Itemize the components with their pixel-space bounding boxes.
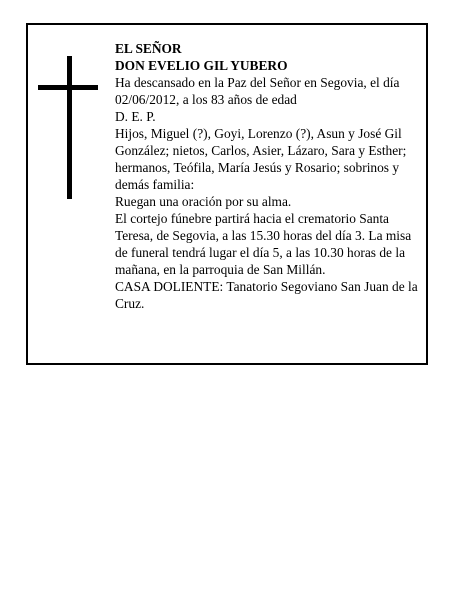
mourning-house: CASA DOLIENTE: Tanatorio Segoviano San Juan de la Cruz. — [115, 279, 418, 311]
funeral-details: El cortejo fúnebre partirá hacia el crematorio Santa Teresa, de Segovia, a las 15.30 horas del día 3. La misa de funeral tendrá lugar el día 5, a las 10.30 horas de la mañana, en la parroquia de San Millán. — [115, 211, 412, 277]
death-announcement: Ha descansado en la Paz del Señor en Segovia, el día 02/06/2012, a los 83 años de edad — [115, 75, 400, 107]
deceased-name: DON EVELIO GIL YUBERO — [115, 58, 288, 73]
family-list: Hijos, Miguel (?), Goyi, Lorenzo (?), Asun y José Gil González; nietos, Carlos, Asier, Lázaro, Sara y Esther; hermanos, Teófila, María Jesús y Rosario; sobrinos y demás familia: — [115, 126, 407, 192]
prayer-request: Ruegan una oración por su alma. — [115, 194, 292, 209]
rip-line: D. E. P. — [115, 109, 156, 124]
obituary-text — [115, 40, 420, 312]
notice-title: EL SEÑOR — [115, 41, 182, 56]
cross-vertical-bar — [67, 56, 72, 199]
obituary-notice — [26, 23, 428, 365]
cross-horizontal-bar — [38, 85, 98, 90]
